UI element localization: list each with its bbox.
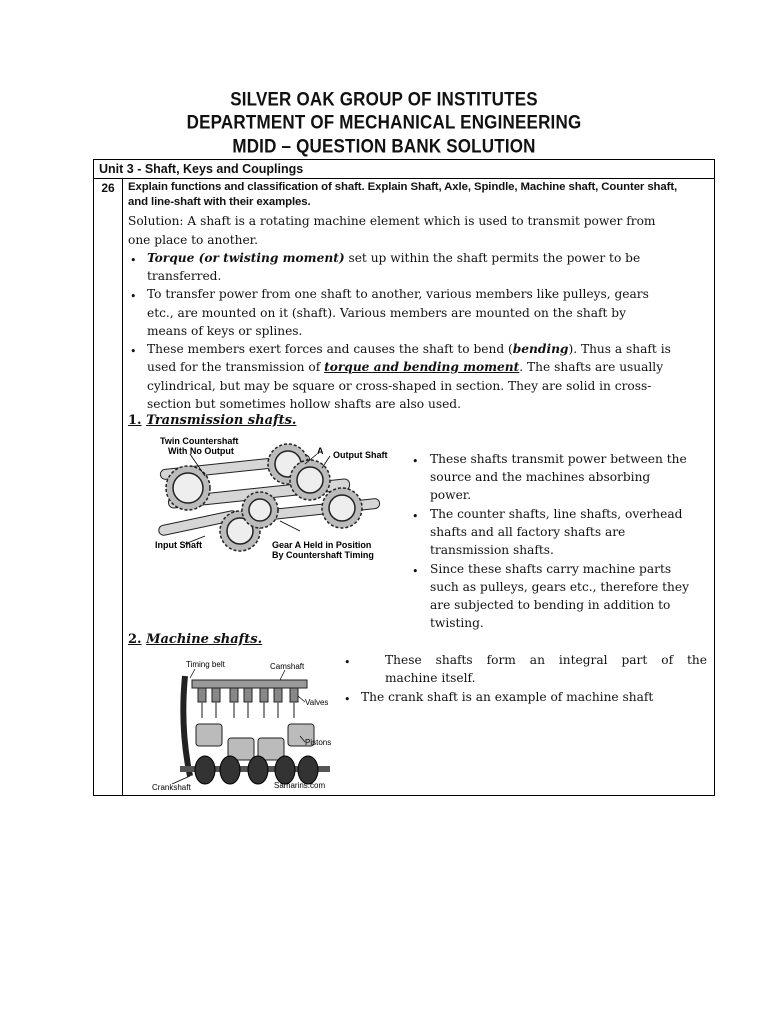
bullet-glyph: • [130, 290, 137, 303]
label-no-output: With No Output [168, 446, 234, 456]
document-title: MDID – QUESTION BANK SOLUTION [232, 135, 536, 158]
section-number: 1. [128, 413, 142, 428]
label-gear-a: Gear A Held in Position [272, 540, 372, 550]
question-line-2: and line-shaft with their examples. [128, 196, 311, 208]
tp2-line-3: transmission shafts. [430, 543, 554, 557]
torque-term: Torque (or twisting moment) [147, 251, 345, 265]
label-input-shaft: Input Shaft [155, 540, 202, 550]
bullet-glyph: • [130, 254, 137, 267]
tp1-line-1: These shafts transmit power between the [430, 452, 687, 466]
bending-pre: These members exert forces and causes the shaft to bend ( [147, 342, 513, 356]
transmission-shaft-figure [150, 436, 390, 566]
bullet-bending-line-4: section but sometimes hollow shafts are also used. [147, 397, 461, 411]
tp1-line-2: source and the machines absorbing [430, 470, 651, 484]
bending-term: bending [512, 342, 569, 356]
torque-line-2: transferred. [147, 269, 222, 283]
section-transmission-heading [128, 413, 296, 428]
bullet-glyph: • [412, 510, 419, 523]
question-text [128, 180, 710, 210]
machine-shaft-figure [150, 658, 340, 794]
tp3-line-4: twisting. [430, 616, 484, 630]
label-crankshaft: Crankshaft [152, 783, 191, 792]
solution-line-2: one place to another. [128, 233, 259, 247]
bullet-bending-line-1 [147, 340, 707, 358]
section-title: Transmission shafts. [146, 413, 297, 428]
bending-line2-pre: used for the transmission of [147, 360, 325, 374]
label-timing-belt: Timing belt [186, 660, 225, 669]
bullet-glyph: • [344, 656, 351, 669]
department-title: DEPARTMENT OF MECHANICAL ENGINEERING [186, 111, 582, 134]
bullet-bending-line-3: cylindrical, but may be square or cross-shaped in section. They are solid in cross- [147, 379, 652, 393]
tp3-line-2: such as pulleys, gears etc., therefore they [430, 580, 689, 594]
bullet-members-line-2: etc., are mounted on it (shaft). Various members are mounted on the shaft by [147, 306, 626, 320]
bending-line2-post: . The shafts are usually [519, 360, 664, 374]
tp3-line-3: are subjected to bending in addition to [430, 598, 671, 612]
bullet-bending-line-2 [147, 358, 707, 376]
label-a: A [317, 446, 324, 456]
question-line-1: Explain functions and classification of shaft. Explain Shaft, Axle, Spindle, Machine shaft, Counter shaft, [128, 181, 678, 193]
section-machine-heading [128, 632, 262, 647]
label-twin-countershaft: Twin Countershaft [160, 436, 239, 446]
solution-line-1: Solution: A shaft is a rotating machine element which is used to transmit power from [128, 214, 656, 228]
bullet-members-line-3: means of keys or splines. [147, 324, 303, 338]
torque-bending-term: torque and bending moment [324, 360, 520, 374]
bullet-glyph: • [344, 693, 351, 706]
label-valves: Valves [305, 698, 329, 707]
label-countershaft-timing: By Countershaft Timing [272, 550, 374, 560]
label-site: Samarins.com [274, 781, 326, 790]
bullet-glyph: • [412, 565, 419, 578]
institute-title: SILVER OAK GROUP OF INSTITUTES [230, 88, 538, 111]
label-camshaft: Camshaft [270, 662, 305, 671]
torque-rest: set up within the shaft permits the power to be [344, 251, 641, 265]
tp2-line-1: The counter shafts, line shafts, overhead [430, 507, 683, 521]
bullet-glyph: • [130, 345, 137, 358]
mp2-line-1: The crank shaft is an example of machine shaft [361, 690, 654, 704]
question-number: 26 [94, 179, 123, 795]
label-output-shaft: Output Shaft [333, 450, 388, 460]
bending-post: ). Thus a shaft is [568, 342, 671, 356]
bullet-members-line-1: To transfer power from one shaft to another, various members like pulleys, gears [147, 287, 649, 301]
mp1-line-1: These shafts form an integral part of the [385, 653, 707, 667]
unit-heading: Unit 3 - Shaft, Keys and Couplings [94, 160, 714, 179]
label-pistons: Pistons [305, 738, 332, 747]
mp1-line-2: machine itself. [385, 671, 476, 685]
section-title: Machine shafts. [146, 632, 263, 647]
tp3-line-1: Since these shafts carry machine parts [430, 562, 672, 576]
tp2-line-2: shafts and all factory shafts are [430, 525, 626, 539]
section-number: 2. [128, 632, 142, 647]
bullet-torque [147, 249, 707, 267]
tp1-line-3: power. [430, 488, 472, 502]
bullet-glyph: • [412, 455, 419, 468]
